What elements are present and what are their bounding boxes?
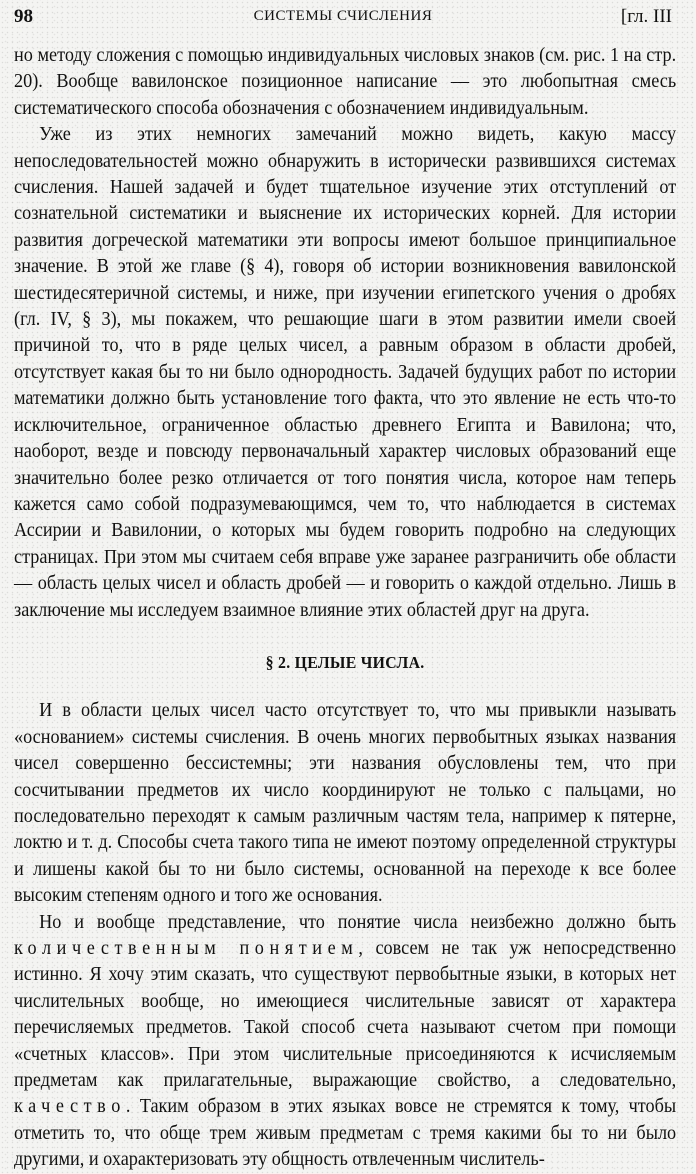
section-heading: § 2. ЦЕЛЫЕ ЧИСЛА. bbox=[265, 652, 425, 672]
chapter-title: СИСТЕМЫ СЧИСЛЕНИЯ bbox=[253, 8, 433, 24]
paragraph: И в области целых чисел часто отсутствует то, что мы привыкли называть «основанием» системы счисления. В очень многих первобытных языках названия чисел совершенно бессистемны; эти названия обусловлены тем, что при сосчитывании предметов их число координируют не только с пальцами, но последовательно переходят к самым различным частям тела, например к пятерне, локтю и т. д. Способы счета такого типа не имеют поэтому определенной структуры и лишены какой бы то ни было системы, основанной на переходе к все более высоким степеням одного и того же основания. bbox=[14, 700, 677, 907]
paragraph-text: Но и вообще представление, что понятие числа неизбежно должно быть bbox=[39, 911, 677, 933]
body-text bbox=[14, 43, 676, 1174]
paragraph-text: . Таким образом в этих языках вовсе не стремятся к тому, чтобы отметить то, что обще трем живым предметам с тремя какими бы то ни было другими, и охарактеризовать эту общность отвлеченным числитель- bbox=[14, 1096, 677, 1171]
paragraph-continuation: но методу сложения с помощью индивидуальных числовых знаков (см. рис. 1 на стр. 20). Вообще вавилонское позиционное написание — это любопытная смесь систематического способа обозначения с обозначением индивидуальным. bbox=[14, 45, 677, 119]
emphasized-term: качество bbox=[14, 1096, 126, 1118]
emphasized-term: количественным понятием bbox=[14, 938, 359, 959]
chapter-reference: [гл. III bbox=[620, 6, 672, 27]
paragraph-text: , совсем не так уж непосредственно истинно. Я хочу этим сказать, что существуют первобытные языки, в которых нет числительных вообще, но имеющиеся числительные зависят от характера перечисляемых предметов. Такой способ счета называют счетом при помощи «счетных классов». При этом числительные присоединяются к исчисляемым предметам как прилагательные, выражающие свойство, а следовательно, bbox=[14, 938, 677, 1092]
paragraph bbox=[14, 910, 676, 1174]
running-head bbox=[14, 6, 672, 28]
paragraph: Уже из этих немногих замечаний можно видеть, какую массу непоследовательностей можно обнаружить в исторически развившихся системах счисления. Нашей задачей и будет тщательное изучение этих отступлений от сознательной систематики и выяснение их исторических корней. Для истории развития догреческой математики эти вопросы имеют большое принципиальное значение. В этой же главе (§ 4), говоря об истории возникновения вавилонской шестидесятеричной системы, и ниже, при изучении египетского учения о дробях (гл. IV, § 3), мы покажем, что решающие шаги в этом развитии имели своей причиной то, что в ряде целых чисел, а равным образом в области дробей, отсутствует какая бы то ни было однородность. Задачей будущих работ по истории математики должно быть установление того факта, что это явление не есть что-то исключительное, ограниченное областью древнего Египта и Вавилона; что, наоборот, везде и повсюду первоначальный характер числовых образований еще значительно более резко отличается от того понятия числа, которое нам теперь кажется само собой подразумевающимся, чем то, что наблюдается в системах Ассирии и Вавилонии, о которых мы будем говорить подробно на следующих страницах. При этом мы считаем себя вправе уже заранее разграничить обе области — область целых чисел и область дробей — и говорить о каждой отдельно. Лишь в заключение мы исследуем взаимное влияние этих областей друг на друга. bbox=[14, 124, 677, 621]
page-number: 98 bbox=[14, 6, 33, 27]
